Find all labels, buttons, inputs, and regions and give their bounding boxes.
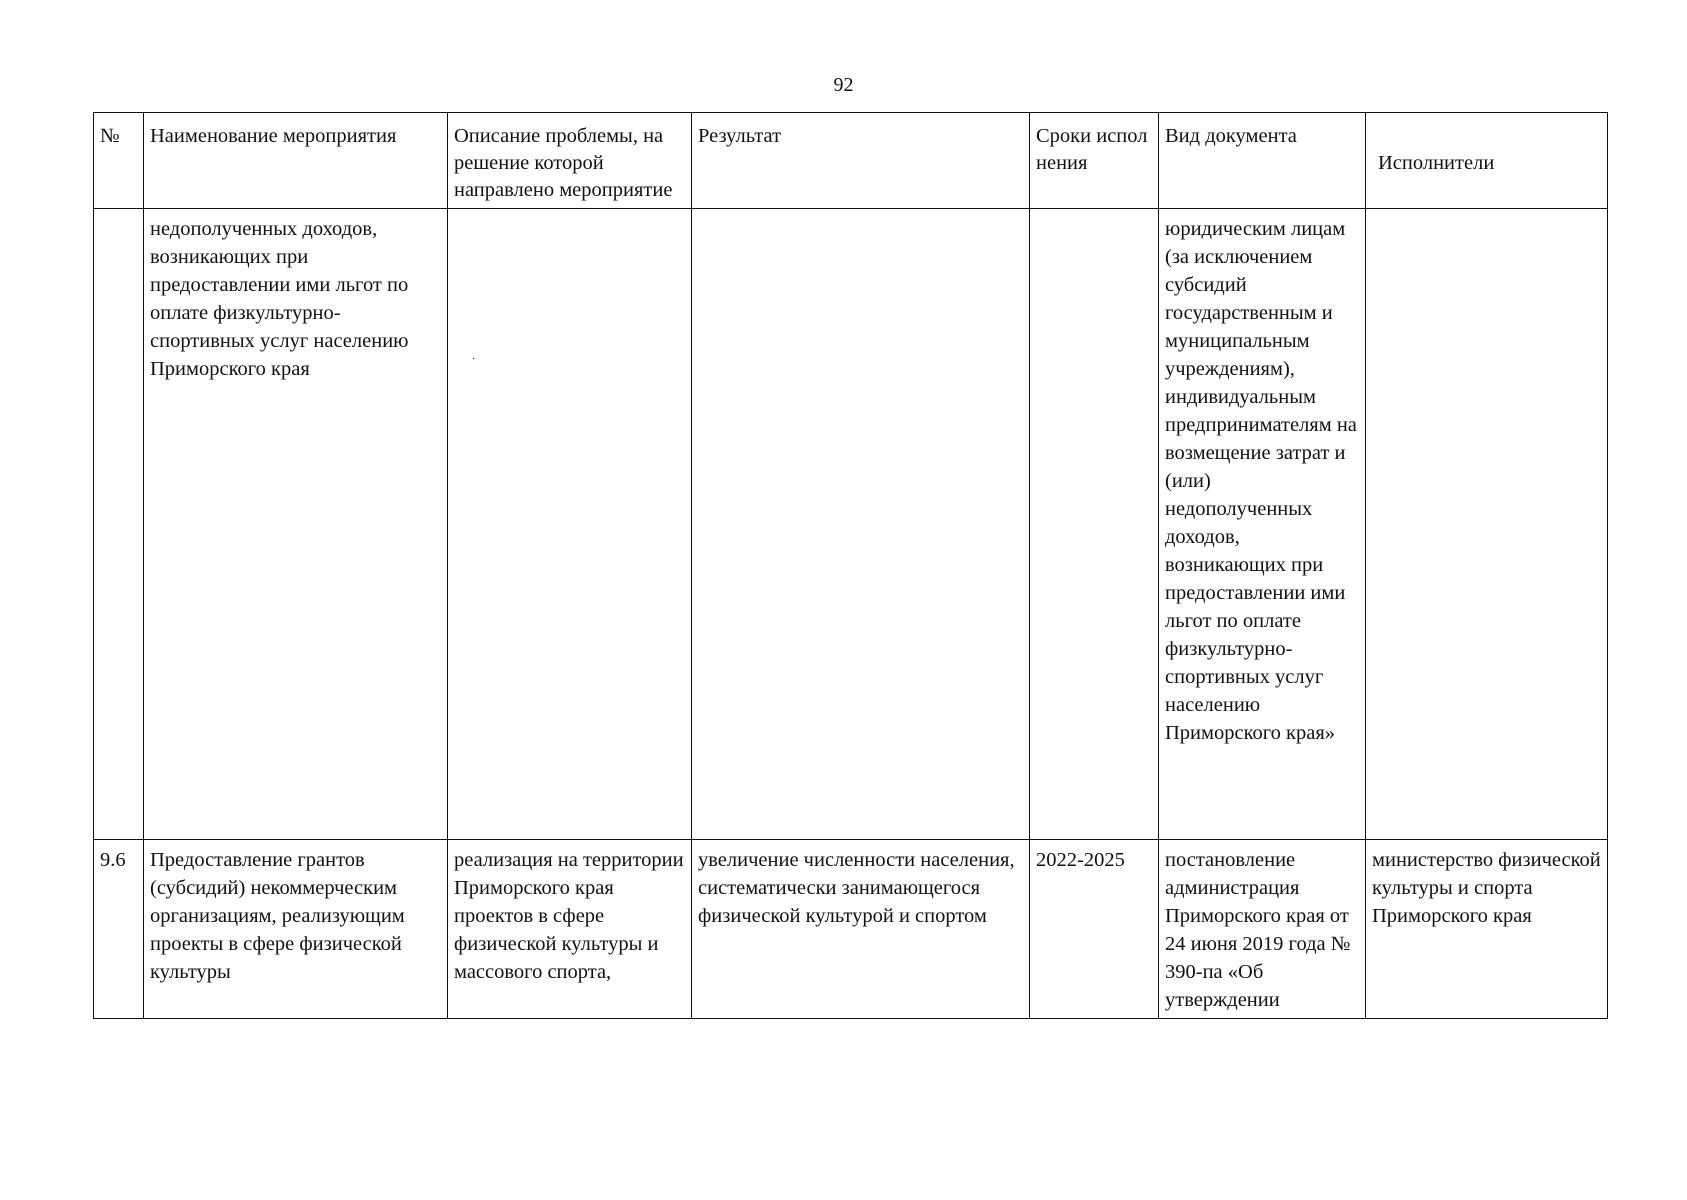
cell-num: 9.6 — [94, 840, 144, 1019]
cell-result: увеличение численности населения, систематически занимающегося физической культурой и спортом — [692, 840, 1030, 1019]
cell-doc-type: постановление администрация Приморского края от 24 июня 2019 года № 390-па «Об утверждении — [1159, 840, 1366, 1019]
cell-terms — [1030, 209, 1159, 840]
cell-name: недополученных доходов, возникающих при предоставлении ими льгот по оплате физкультурно-спортивных услуг населению Приморского края — [144, 209, 448, 840]
header-row — [94, 113, 1608, 209]
stray-dot: · — [472, 354, 476, 365]
header-problem: Описание проблемы, на решение которой направлено мероприятие — [448, 113, 692, 209]
header-result: Результат — [692, 113, 1030, 209]
header-num: № — [94, 113, 144, 209]
table-row — [94, 209, 1608, 840]
header-doc-type: Вид документа — [1159, 113, 1366, 209]
header-name: Наименование мероприятия — [144, 113, 448, 209]
page-number: 92 — [833, 74, 854, 96]
cell-executors: министерство физической культуры и спорта Приморского края — [1366, 840, 1608, 1019]
cell-result — [692, 209, 1030, 840]
header-executors: Исполнители — [1366, 113, 1608, 209]
cell-terms: 2022-2025 — [1030, 840, 1159, 1019]
cell-executors — [1366, 209, 1608, 840]
cell-num — [94, 209, 144, 840]
cell-name: Предоставление грантов (субсидий) некоммерческим организациям, реализующим проекты в сфере физической культуры — [144, 840, 448, 1019]
table-row — [94, 840, 1608, 1019]
cell-problem — [448, 209, 692, 840]
measures-table — [93, 112, 1608, 1019]
cell-problem: реализация на территории Приморского края проектов в сфере физической культуры и массового спорта, — [448, 840, 692, 1019]
header-terms: Сроки исполнения — [1030, 113, 1159, 209]
cell-doc-type: юридическим лицам (за исключением субсидий государственным и муниципальным учреждениям), индивидуальным предпринимателям на возмещение затрат и (или) недополученных доходов, возникающих при предоставлении ими льгот по оплате физкультурно-спортивных услуг населению Приморского края» — [1159, 209, 1366, 840]
